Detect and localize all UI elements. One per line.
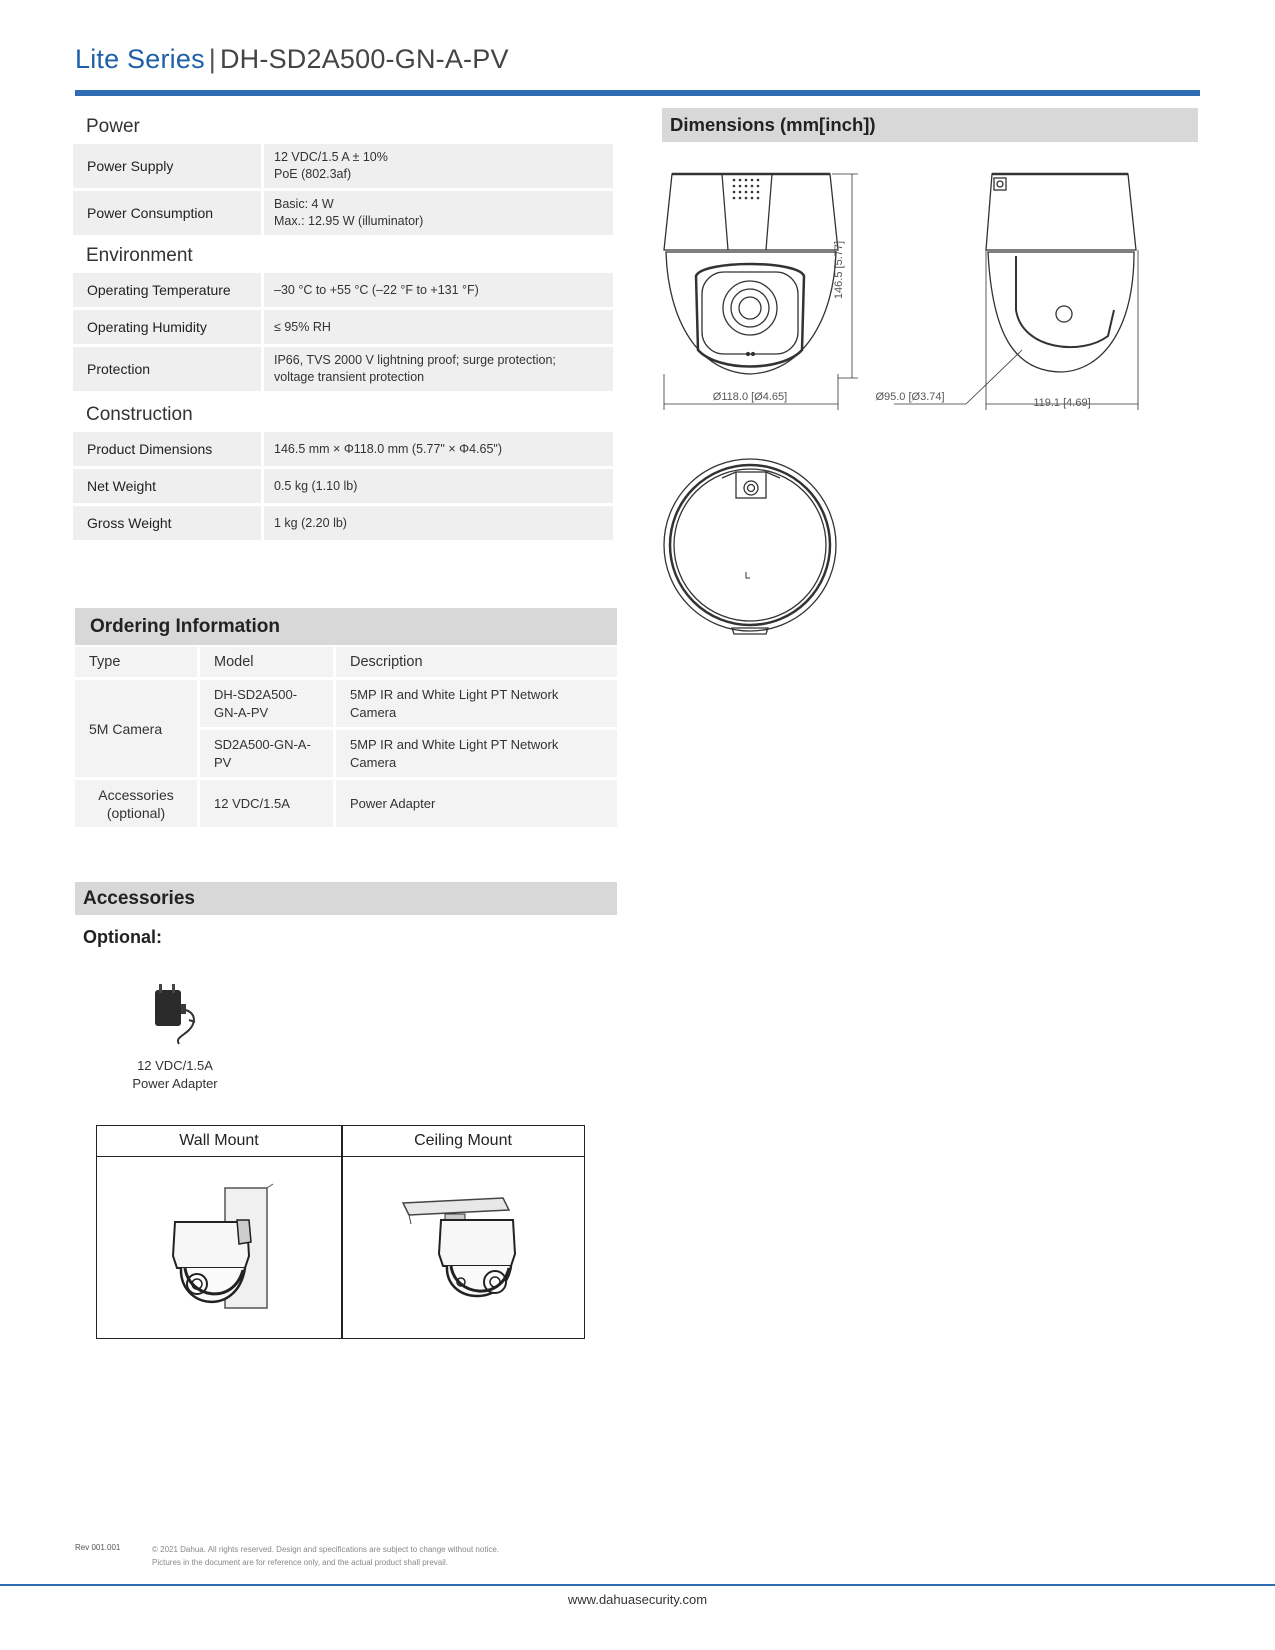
table-row — [75, 680, 617, 730]
front-view-drawing — [664, 174, 858, 410]
spec-value — [264, 469, 613, 503]
adapter-caption: 12 VDC/1.5A — [137, 1058, 213, 1073]
ceiling-mount-label: Ceiling Mount — [342, 1126, 584, 1157]
spec-value — [264, 191, 613, 235]
spec-value — [264, 273, 613, 307]
spec-label: Operating Humidity — [73, 310, 261, 344]
spec-value-line: 146.5 mm × Φ118.0 mm (5.77" × Φ4.65") — [274, 441, 502, 456]
series-name: Lite Series — [75, 44, 205, 74]
model-cell: SD2A500-GN-A-PV — [200, 730, 336, 780]
depth-dimension-label: 119.1 [4.69] — [1033, 397, 1091, 409]
side-view-drawing — [894, 174, 1138, 410]
ordering-table — [75, 647, 617, 830]
title-separator: | — [208, 44, 216, 74]
revision-label: Rev 001.001 — [75, 1543, 121, 1552]
model-cell: 12 VDC/1.5A — [200, 780, 336, 830]
spec-value-line: ≤ 95% RH — [274, 319, 331, 334]
spec-value — [264, 310, 613, 344]
base-dimension-label: Ø95.0 [Ø3.74] — [875, 391, 945, 403]
spec-value-line: IP66, TVS 2000 V lightning proof; surge protection; — [274, 353, 556, 367]
spec-label: Operating Temperature — [73, 273, 261, 307]
power-section — [73, 108, 613, 238]
spec-value — [264, 144, 613, 188]
column-header: Type — [75, 647, 200, 680]
table-row — [75, 780, 617, 830]
spec-value-line: voltage transient protection — [274, 370, 425, 384]
height-dimension-label: 146.5 [5.77] — [833, 240, 845, 300]
header-bar — [75, 90, 1200, 96]
optional-label: Optional: — [83, 927, 162, 947]
spec-value-line: Max.: 12.95 W (illuminator) — [274, 214, 424, 228]
spec-value-line: PoE (802.3af) — [274, 167, 352, 181]
spec-value-line: 0.5 kg (1.10 lb) — [274, 478, 358, 493]
section-title-power: Power — [86, 116, 140, 137]
type-line: Accessories — [98, 786, 174, 803]
table-header-row — [75, 647, 617, 680]
spec-row — [73, 144, 613, 188]
spec-row — [73, 347, 613, 391]
spec-row — [73, 273, 613, 307]
spec-row — [73, 506, 613, 540]
ordering-title: Ordering Information — [75, 608, 617, 645]
dimensions-section — [662, 108, 1198, 142]
spec-value-line: Basic: 4 W — [274, 197, 334, 211]
environment-section — [73, 237, 613, 394]
column-header: Description — [336, 647, 617, 680]
spec-label: Gross Weight — [73, 506, 261, 540]
spec-value-line: –30 °C to +55 °C (–22 °F to +131 °F) — [274, 282, 479, 297]
ordering-section — [75, 608, 617, 830]
page-title — [75, 44, 509, 75]
description-cell: 5MP IR and White Light PT Network Camera — [336, 730, 617, 780]
wall-mount-illustration — [97, 1158, 341, 1338]
spec-label: Net Weight — [73, 469, 261, 503]
spec-value — [264, 347, 613, 391]
dimension-drawings — [662, 160, 1202, 640]
type-cell: 5M Camera — [75, 680, 200, 780]
diameter-dimension-label: Ø118.0 [Ø4.65] — [712, 391, 788, 403]
spec-value-line: 12 VDC/1.5 A ± 10% — [274, 150, 388, 164]
copyright-note — [152, 1543, 499, 1569]
power-adapter-icon — [145, 980, 205, 1046]
description-cell: Power Adapter — [336, 780, 617, 830]
spec-value-line: 1 kg (2.20 lb) — [274, 515, 347, 530]
ceiling-mount-illustration — [343, 1158, 585, 1338]
spec-label: Protection — [73, 347, 261, 391]
spec-row — [73, 432, 613, 466]
dimensions-title: Dimensions (mm[inch]) — [662, 108, 1198, 142]
column-header: Model — [200, 647, 336, 680]
wall-mount-label: Wall Mount — [97, 1126, 341, 1157]
section-title-environment: Environment — [86, 245, 193, 266]
power-adapter-item — [100, 980, 250, 1093]
footer-divider — [0, 1584, 1275, 1586]
spec-value — [264, 432, 613, 466]
model-cell: DH-SD2A500-GN-A-PV — [200, 680, 336, 730]
section-title-construction: Construction — [86, 404, 193, 425]
accessories-section — [75, 882, 617, 1091]
spec-label: Power Supply — [73, 144, 261, 188]
type-cell — [75, 780, 200, 830]
spec-row — [73, 310, 613, 344]
accessories-title: Accessories — [75, 882, 617, 915]
model-name: DH-SD2A500-GN-A-PV — [219, 44, 509, 74]
spec-label: Product Dimensions — [73, 432, 261, 466]
spec-value — [264, 506, 613, 540]
adapter-caption: Power Adapter — [132, 1076, 218, 1091]
copyright-line: Pictures in the document are for reference only, and the actual product shall prevail. — [152, 1558, 449, 1567]
type-line: (optional) — [106, 804, 166, 821]
description-cell: 5MP IR and White Light PT Network Camera — [336, 680, 617, 730]
spec-label: Power Consumption — [73, 191, 261, 235]
spec-row — [73, 191, 613, 235]
bottom-view-drawing — [664, 459, 836, 634]
mount-options-table — [96, 1125, 585, 1339]
copyright-line: © 2021 Dahua. All rights reserved. Design and specifications are subject to change without notice. — [152, 1545, 499, 1554]
spec-row — [73, 469, 613, 503]
construction-section — [73, 396, 613, 543]
website-link[interactable]: www.dahuasecurity.com — [567, 1592, 708, 1607]
